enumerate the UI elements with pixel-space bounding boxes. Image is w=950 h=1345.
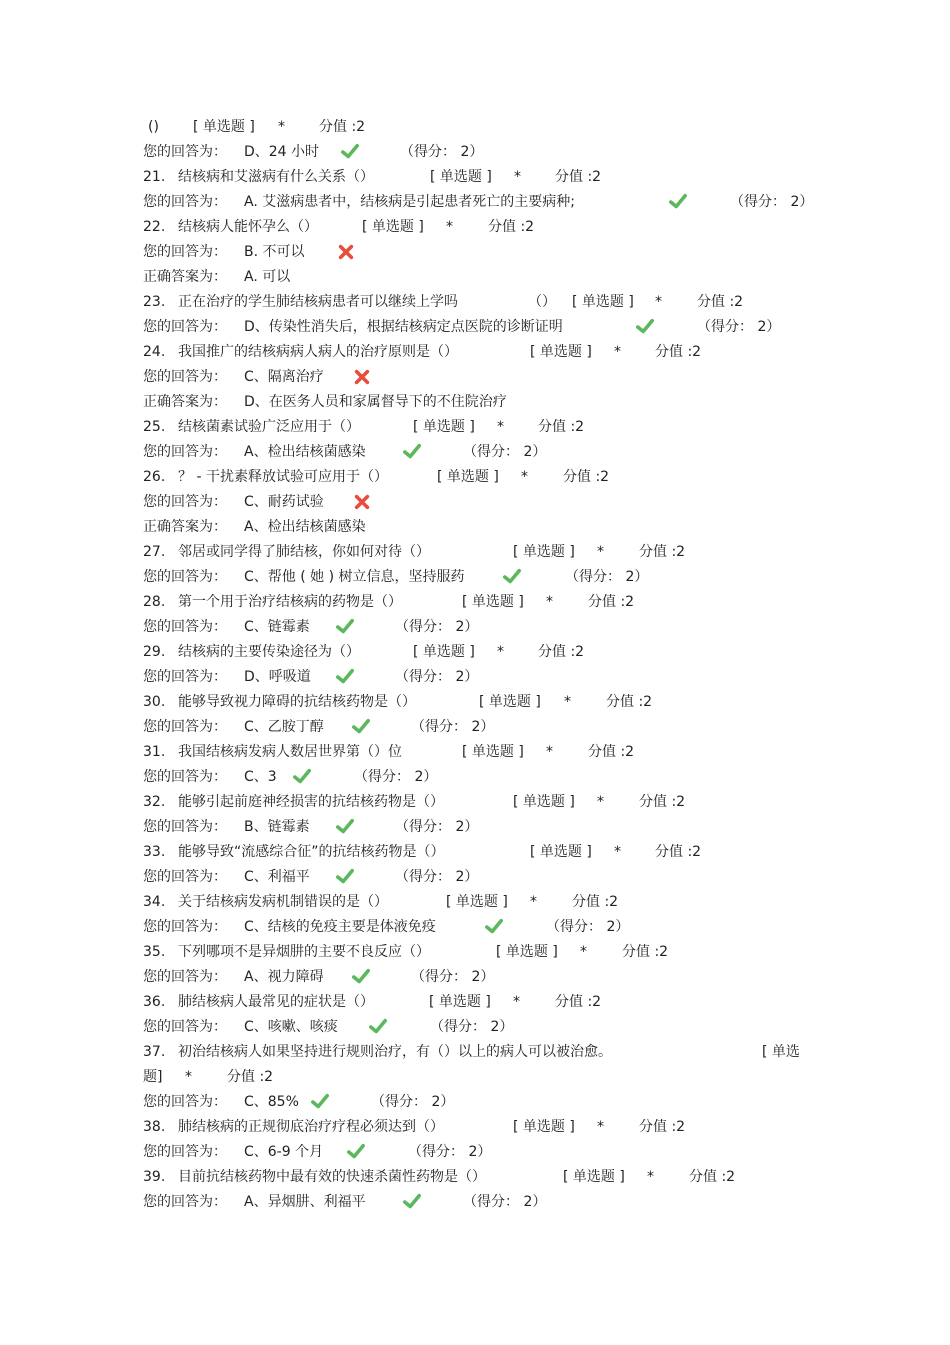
your-answer-label: 您的回答为：	[143, 1194, 227, 1210]
correct-answer-label: 正确答案为：	[143, 519, 227, 535]
question-type: [ 单选题 ]	[462, 744, 524, 760]
question-text: 目前抗结核药物中最有效的快速杀菌性药物是（）	[178, 1169, 486, 1185]
question-type: [ 单选题 ]	[193, 119, 255, 135]
answer-row	[0, 1140, 950, 1165]
answer-row	[0, 865, 950, 890]
question-text: 结核病人能怀孕么（）	[178, 219, 318, 235]
score-earned: （得分： 2）	[430, 1019, 514, 1035]
required-star: *	[564, 694, 571, 710]
question-number: 33.	[143, 844, 166, 860]
question-row	[0, 540, 950, 565]
answer-value: C、隔离治疗	[244, 369, 324, 385]
check-icon	[347, 1143, 365, 1161]
question-text: 初治结核病人如果坚持进行规则治疗，有（）以上的病人可以被治愈。	[178, 1044, 612, 1060]
question-text: 能够导致视力障碍的抗结核药物是（）	[178, 694, 416, 710]
required-star: *	[278, 119, 285, 135]
question-score: 分值 :2	[319, 119, 366, 135]
question-type: 题]	[143, 1069, 163, 1085]
your-answer-label: 您的回答为：	[143, 1019, 227, 1035]
question-score: 分值 :2	[563, 469, 610, 485]
check-icon	[341, 143, 359, 161]
your-answer-label: 您的回答为：	[143, 869, 227, 885]
your-answer-label: 您的回答为：	[143, 444, 227, 460]
answer-value: A、视力障碍	[244, 969, 324, 985]
score-earned: （得分： 2）	[463, 1194, 547, 1210]
correct-answer-row	[0, 265, 950, 290]
question-number: 22.	[143, 219, 166, 235]
question-number: 34.	[143, 894, 166, 910]
question-text: ？ - 干扰素释放试验可应用于（）	[178, 469, 388, 485]
question-type: [ 单选题 ]	[430, 169, 492, 185]
question-type: [ 单选题 ]	[437, 469, 499, 485]
answer-value: A. 艾滋病患者中，结核病是引起患者死亡的主要病种;	[244, 194, 575, 210]
question-score: 分值 :2	[639, 794, 686, 810]
question-score: 分值 :2	[588, 594, 635, 610]
answer-row	[0, 140, 950, 165]
question-row	[0, 340, 950, 365]
required-star: *	[655, 294, 662, 310]
question-score: 分值 :2	[639, 1119, 686, 1135]
question-text: ()	[148, 119, 159, 135]
question-type: [ 单选题 ]	[362, 219, 424, 235]
correct-answer-label: 正确答案为：	[143, 269, 227, 285]
question-score: 分值 :2	[639, 544, 686, 560]
your-answer-label: 您的回答为：	[143, 669, 227, 685]
answer-value: C、3	[244, 769, 277, 785]
question-number: 35.	[143, 944, 166, 960]
score-earned: （得分： 2）	[395, 619, 479, 635]
check-icon	[336, 868, 354, 886]
required-star: *	[497, 644, 504, 660]
score-earned: （得分： 2）	[354, 769, 438, 785]
check-icon	[352, 718, 370, 736]
required-star: *	[530, 894, 537, 910]
check-icon	[636, 318, 654, 336]
question-text: 邻居或同学得了肺结核，你如何对待（）	[178, 544, 430, 560]
your-answer-label: 您的回答为：	[143, 819, 227, 835]
answer-value: C、85%	[244, 1094, 299, 1110]
answer-value: A、异烟肼、利福平	[244, 1194, 366, 1210]
check-icon	[403, 443, 421, 461]
required-star: *	[185, 1069, 192, 1085]
answer-value: D、传染性消失后，根据结核病定点医院的诊断证明	[244, 319, 563, 335]
question-score: 分值 :2	[697, 294, 744, 310]
your-answer-label: 您的回答为：	[143, 1094, 227, 1110]
question-number: 26.	[143, 469, 166, 485]
answer-row	[0, 815, 950, 840]
answer-row	[0, 190, 950, 215]
question-text: 我国推广的结核病病人病人的治疗原则是（）	[178, 344, 458, 360]
cross-icon	[353, 368, 371, 386]
answer-value: C、利福平	[244, 869, 310, 885]
answer-value: C、咳嗽、咳痰	[244, 1019, 338, 1035]
answer-row	[0, 1090, 950, 1115]
question-row	[0, 115, 950, 140]
question-type: [ 单选题 ]	[563, 1169, 625, 1185]
required-star: *	[597, 544, 604, 560]
question-type: [ 单选题 ]	[530, 844, 592, 860]
required-star: *	[446, 219, 453, 235]
score-earned: （得分： 2）	[546, 919, 630, 935]
your-answer-label: 您的回答为：	[143, 969, 227, 985]
question-blank: （）	[528, 294, 556, 310]
check-icon	[336, 818, 354, 836]
required-star: *	[647, 1169, 654, 1185]
answer-value: D、24 小时	[244, 144, 320, 160]
question-number: 31.	[143, 744, 166, 760]
question-type: [ 单选题 ]	[496, 944, 558, 960]
question-type: [ 单选题 ]	[413, 644, 475, 660]
check-icon	[669, 193, 687, 211]
answer-row	[0, 665, 950, 690]
score-earned: （得分： 2）	[411, 969, 495, 985]
cross-icon	[337, 243, 355, 261]
question-row	[0, 790, 950, 815]
question-score: 分值 :2	[538, 644, 585, 660]
answer-row	[0, 565, 950, 590]
your-answer-label: 您的回答为：	[143, 144, 227, 160]
answer-value: C、6-9 个月	[244, 1144, 324, 1160]
your-answer-label: 您的回答为：	[143, 244, 227, 260]
required-star: *	[597, 1119, 604, 1135]
question-text: 第一个用于治疗结核病的药物是（）	[178, 594, 402, 610]
check-icon	[336, 618, 354, 636]
question-row	[0, 415, 950, 440]
score-earned: （得分： 2）	[395, 819, 479, 835]
your-answer-label: 您的回答为：	[143, 769, 227, 785]
question-score: 分值 :2	[606, 694, 653, 710]
answer-row	[0, 240, 950, 265]
question-number: 25.	[143, 419, 166, 435]
required-star: *	[513, 994, 520, 1010]
question-number: 39.	[143, 1169, 166, 1185]
question-row	[0, 165, 950, 190]
question-number: 28.	[143, 594, 166, 610]
correct-answer-label: 正确答案为：	[143, 394, 227, 410]
answer-row	[0, 1015, 950, 1040]
score-earned: （得分： 2）	[395, 669, 479, 685]
question-row	[0, 690, 950, 715]
question-text: 能够导致“流感综合征”的抗结核药物是（）	[178, 844, 445, 860]
answer-row	[0, 315, 950, 340]
cross-icon	[353, 493, 371, 511]
answer-row	[0, 440, 950, 465]
your-answer-label: 您的回答为：	[143, 919, 227, 935]
answer-row	[0, 965, 950, 990]
correct-answer-row	[0, 390, 950, 415]
answer-value: C、链霉素	[244, 619, 310, 635]
question-type: [ 单选题 ]	[429, 994, 491, 1010]
question-text: 肺结核病的正规彻底治疗疗程必须达到（）	[178, 1119, 444, 1135]
question-score: 分值 :2	[538, 419, 585, 435]
question-row	[0, 1040, 950, 1065]
question-score: 分值 :2	[588, 744, 635, 760]
answer-value: B、链霉素	[244, 819, 310, 835]
question-type: [ 单选题 ]	[513, 544, 575, 560]
your-answer-label: 您的回答为：	[143, 494, 227, 510]
answer-value: B. 不可以	[244, 244, 305, 260]
question-score: 分值 :2	[227, 1069, 274, 1085]
required-star: *	[580, 944, 587, 960]
question-score: 分值 :2	[689, 1169, 736, 1185]
score-earned: （得分： 2）	[697, 319, 781, 335]
answer-row	[0, 490, 950, 515]
question-number: 24.	[143, 344, 166, 360]
question-number: 30.	[143, 694, 166, 710]
check-icon	[403, 1193, 421, 1211]
question-row	[0, 590, 950, 615]
check-icon	[485, 918, 503, 936]
question-score: 分值 :2	[488, 219, 535, 235]
question-score: 分值 :2	[555, 994, 602, 1010]
question-number: 37.	[143, 1044, 166, 1060]
question-type: [ 单选题 ]	[479, 694, 541, 710]
question-score: 分值 :2	[555, 169, 602, 185]
answer-row	[0, 1190, 950, 1215]
your-answer-label: 您的回答为：	[143, 569, 227, 585]
question-type: [ 单选	[762, 1044, 800, 1060]
required-star: *	[614, 844, 621, 860]
answer-value: C、乙胺丁醇	[244, 719, 324, 735]
answer-row	[0, 765, 950, 790]
answer-row	[0, 365, 950, 390]
question-row	[0, 465, 950, 490]
question-text: 结核病和艾滋病有什么关系（）	[178, 169, 374, 185]
your-answer-label: 您的回答为：	[143, 319, 227, 335]
answer-row	[0, 915, 950, 940]
answer-value: C、耐药试验	[244, 494, 324, 510]
correct-answer-row	[0, 515, 950, 540]
question-text: 正在治疗的学生肺结核病患者可以继续上学吗	[178, 294, 458, 310]
question-row	[0, 940, 950, 965]
check-icon	[336, 668, 354, 686]
score-earned: （得分： 2）	[395, 869, 479, 885]
question-type: [ 单选题 ]	[530, 344, 592, 360]
question-row	[0, 990, 950, 1015]
question-row	[0, 215, 950, 240]
check-icon	[311, 1093, 329, 1111]
question-number: 36.	[143, 994, 166, 1010]
question-text: 结核菌素试验广泛应用于（）	[178, 419, 360, 435]
check-icon	[503, 568, 521, 586]
question-row	[0, 1165, 950, 1190]
check-icon	[293, 768, 311, 786]
required-star: *	[514, 169, 521, 185]
question-score: 分值 :2	[655, 344, 702, 360]
correct-answer-value: A、检出结核菌感染	[244, 519, 366, 535]
question-number: 38.	[143, 1119, 166, 1135]
question-text: 我国结核病发病人数居世界第（）位	[178, 744, 402, 760]
question-type: [ 单选题 ]	[513, 1119, 575, 1135]
your-answer-label: 您的回答为：	[143, 369, 227, 385]
score-earned: （得分： 2）	[565, 569, 649, 585]
question-row	[0, 1065, 950, 1090]
question-text: 结核病的主要传染途径为（）	[178, 644, 360, 660]
question-text: 能够引起前庭神经损害的抗结核药物是（）	[178, 794, 444, 810]
score-earned: （得分： 2）	[730, 194, 814, 210]
score-earned: （得分： 2）	[408, 1144, 492, 1160]
score-earned: （得分： 2）	[411, 719, 495, 735]
required-star: *	[614, 344, 621, 360]
question-number: 21.	[143, 169, 166, 185]
question-number: 27.	[143, 544, 166, 560]
question-row	[0, 740, 950, 765]
required-star: *	[546, 594, 553, 610]
question-type: [ 单选题 ]	[572, 294, 634, 310]
question-text: 肺结核病人最常见的症状是（）	[178, 994, 374, 1010]
question-type: [ 单选题 ]	[413, 419, 475, 435]
answer-value: A、检出结核菌感染	[244, 444, 366, 460]
required-star: *	[521, 469, 528, 485]
question-text: 关于结核病发病机制错误的是（）	[178, 894, 388, 910]
question-type: [ 单选题 ]	[513, 794, 575, 810]
answer-value: D、呼吸道	[244, 669, 311, 685]
score-earned: （得分： 2）	[463, 444, 547, 460]
correct-answer-value: D、在医务人员和家属督导下的不住院治疗	[244, 394, 507, 410]
question-row	[0, 1115, 950, 1140]
question-score: 分值 :2	[572, 894, 619, 910]
check-icon	[352, 968, 370, 986]
question-row	[0, 890, 950, 915]
answer-value: C、帮他 ( 她 ) 树立信息，坚持服药	[244, 569, 465, 585]
your-answer-label: 您的回答为：	[143, 194, 227, 210]
your-answer-label: 您的回答为：	[143, 719, 227, 735]
question-row	[0, 640, 950, 665]
question-number: 32.	[143, 794, 166, 810]
answer-row	[0, 715, 950, 740]
your-answer-label: 您的回答为：	[143, 1144, 227, 1160]
answer-row	[0, 615, 950, 640]
required-star: *	[497, 419, 504, 435]
question-row	[0, 290, 950, 315]
question-number: 29.	[143, 644, 166, 660]
score-earned: （得分： 2）	[400, 144, 484, 160]
check-icon	[369, 1018, 387, 1036]
question-type: [ 单选题 ]	[446, 894, 508, 910]
answer-value: C、结核的免疫主要是体液免疫	[244, 919, 436, 935]
question-row	[0, 840, 950, 865]
required-star: *	[597, 794, 604, 810]
question-score: 分值 :2	[655, 844, 702, 860]
required-star: *	[546, 744, 553, 760]
score-earned: （得分： 2）	[371, 1094, 455, 1110]
correct-answer-value: A. 可以	[244, 269, 291, 285]
question-text: 下列哪项不是异烟肼的主要不良反应（）	[178, 944, 430, 960]
question-type: [ 单选题 ]	[462, 594, 524, 610]
your-answer-label: 您的回答为：	[143, 619, 227, 635]
question-number: 23.	[143, 294, 166, 310]
question-score: 分值 :2	[622, 944, 669, 960]
